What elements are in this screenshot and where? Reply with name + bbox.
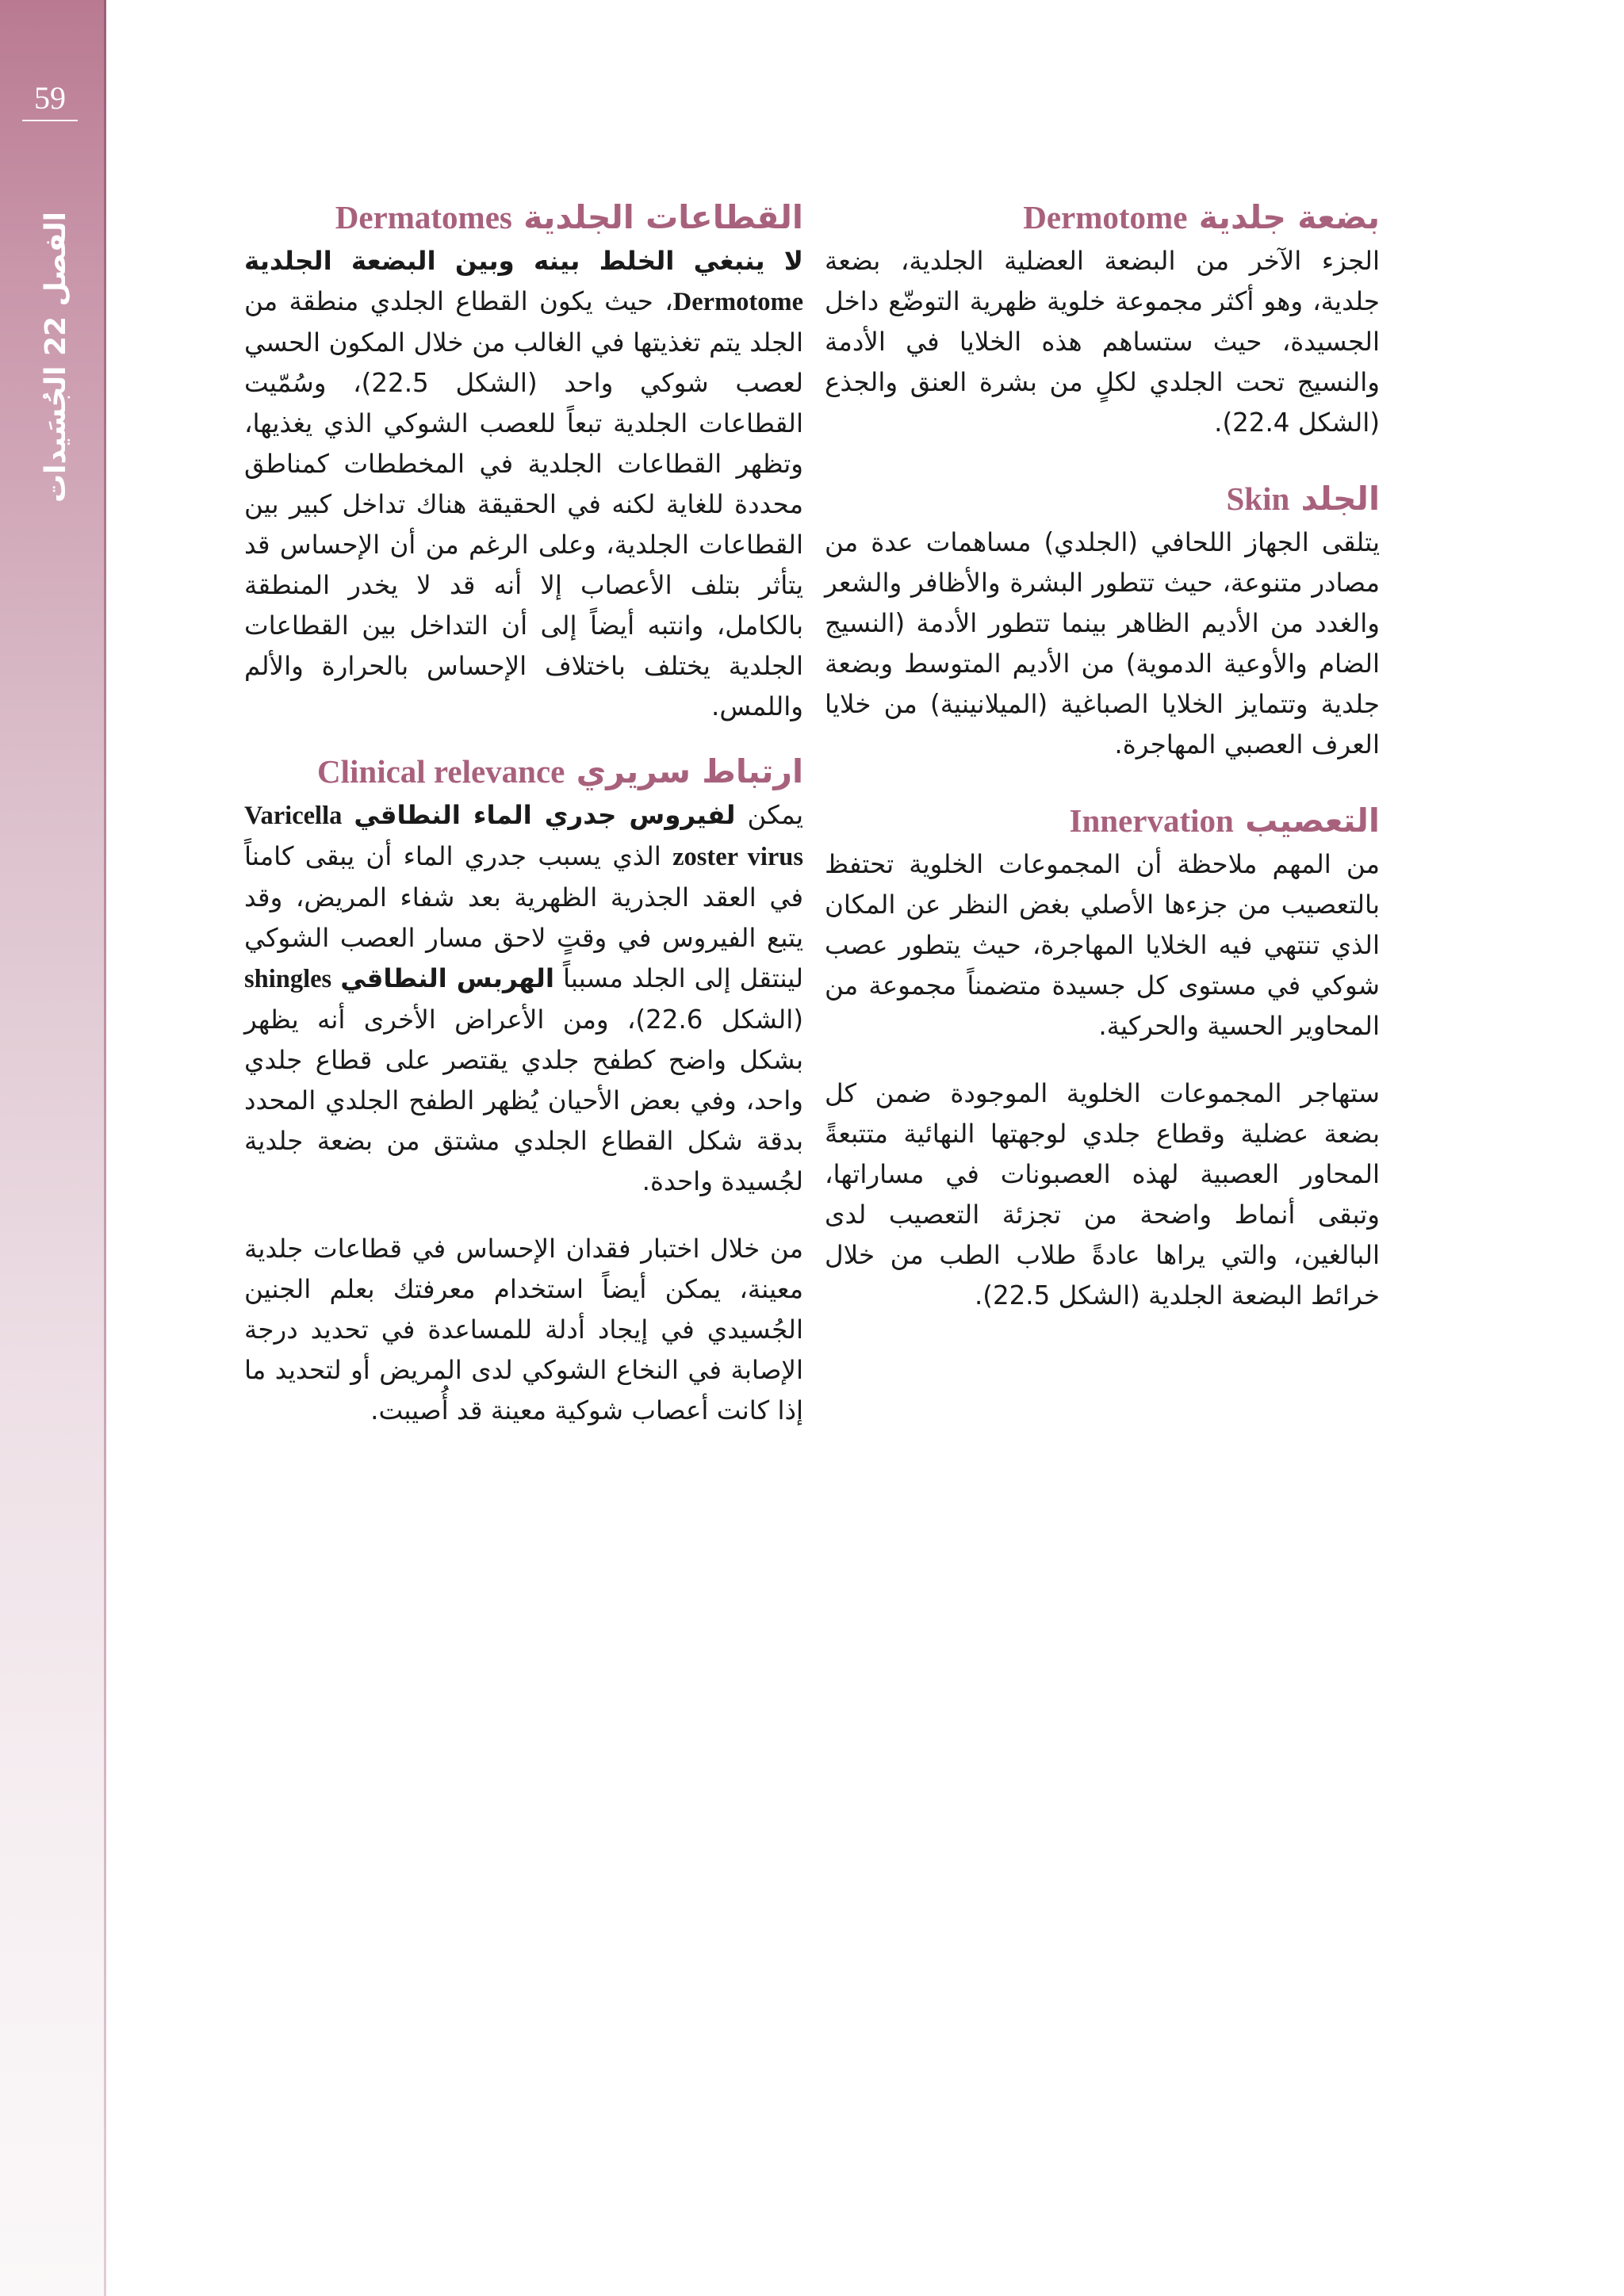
clinical-text-1: يمكن: [735, 800, 803, 830]
dermatomes-bold-lead: لا ينبغي الخلط بينه وبين البضعة الجلدية: [244, 246, 803, 276]
heading-innervation-en: Innervation: [1069, 802, 1234, 839]
clinical-paragraph-1: [244, 795, 803, 1202]
heading-dermatomes-ar: القطاعات الجلدية: [523, 198, 803, 236]
chapter-label: الفصل 22 الجُسَيدات: [40, 212, 72, 503]
sidebar-border: [104, 0, 106, 2296]
left-column: [244, 193, 803, 1431]
heading-dermatomes-en: Dermatomes: [335, 199, 512, 235]
skin-paragraph: يتلقى الجهاز اللحافي (الجلدي) مساهمات عدة من مصادر متنوعة، حيث تتطور البشرة والأظافر والشعر والغدد من الأديم الظاهر بينما تتطور الأدمة (النسيج الضام والأوعية الدموية) من الأديم المتوسط وبضعة جلدية وتتمايز الخلايا الصباغية (الميلانينية) من خلايا العرف العصبي المهاجرة.: [825, 527, 1380, 760]
clinical-text-3: (الشكل 22.6)، ومن الأعراض الأخرى أنه يظهر بشكل واضح كطفح جلدي يقتصر على قطاع جلدي واحد، وفي بعض الأحيان يُظهر الطفح الجلدي المحدد بدقة شكل القطاع الجلدي مشتق من بضعة جلدية لجُسيدة واحدة.: [244, 1004, 803, 1196]
clinical-paragraph-2: من خلال اختبار فقدان الإحساس في قطاعات جلدية معينة، يمكن أيضاً استخدام معرفتك بعلم الجنين الجُسيدي في إيجاد أدلة للمساعدة في تحديد درجة الإصابة في النخاع الشوكي لدى المريض أو لتحديد ما إذا كانت أعصاب شوكية معينة قد أُصيبت.: [244, 1234, 803, 1425]
clinical-text-2: الذي يسبب جدري الماء أن يبقى كامناً في العقد الجذرية الظهرية بعد شفاء المريض، وقد يتبع الفيروس في وقتٍ لاحق مسار العصب الشوكي لينتقل إلى الجلد مسبباً: [244, 841, 803, 993]
dermotome-term: Dermotome: [672, 288, 803, 316]
dermatomes-text: ، حيث يكون القطاع الجلدي منطقة من الجلد يتم تغذيتها في الغالب من خلال المكون الحسي لعصب شوكي واحد (الشكل 22.5)، وسُمّيت القطاعات الجلدية تبعاً للعصب الشوكي الذي يغذيها، وتظهر القطاعات الجلدية في المخططات كمناطق محددة للغاية لكنه في الحقيقة هناك تداخل كبير بين القطاعات الجلدية، وعلى الرغم من أن الإحساس قد يتأثر بتلف الأعصاب إلا أنه قد لا يخدر المنطقة بالكامل، وانتبه أيضاً إلى أن التداخل بين القطاعات الجلدية يختلف باختلاف الإحساس بالحرارة والألم واللمس.: [244, 286, 804, 721]
heading-clinical: [244, 748, 803, 795]
innervation-paragraph-1: من المهم ملاحظة أن المجموعات الخلوية تحتفظ بالتعصيب من جزءها الأصلي بغض النظر عن المكان الذي تنتهي فيه الخلايا المهاجرة، حيث يتطور عصب شوكي في مستوى كل جسيدة متضمناً مجموعة من المحاوير الحسية والحركية.: [825, 849, 1380, 1041]
heading-innervation: [825, 797, 1380, 844]
heading-dermotome-ar: بضعة جلدية: [1198, 198, 1380, 236]
heading-skin-en: Skin: [1226, 480, 1290, 517]
right-column: [825, 193, 1380, 1316]
innervation-paragraph-2: ستهاجر المجموعات الخلوية الموجودة ضمن كل بضعة عضلية وقطاع جلدي لوجهتها النهائية متتبعةً المحاور العصبية لهذه العصبونات في مساراتها، وتبقى أنماط واضحة من تجزئة التعصيب لدى البالغين، والتي يراها عادةً طلاب الطب من خلال خرائط البضعة الجلدية (الشكل 22.5).: [825, 1078, 1380, 1311]
heading-skin: [825, 475, 1380, 522]
heading-dermotome: [825, 193, 1380, 241]
heading-dermatomes: [244, 193, 803, 241]
dermatomes-paragraph: [244, 241, 803, 727]
heading-clinical-ar: ارتباط سريري: [576, 752, 803, 790]
heading-clinical-en: Clinical relevance: [317, 753, 565, 790]
heading-dermotome-en: Dermotome: [1023, 199, 1188, 235]
chapter-label-container: [16, 208, 103, 503]
dermotome-paragraph: الجزء الآخر من البضعة العضلية الجلدية، بضعة جلدية، وهو أكثر مجموعة خلوية ظهرية التوضّع داخل الجسيدة، حيث ستساهم هذه الخلايا في الأدمة والنسيج تحت الجلدي لكلٍ من بشرة العنق والجذع (الشكل 22.4).: [825, 246, 1380, 438]
heading-skin-ar: الجلد: [1300, 480, 1380, 518]
heading-innervation-ar: التعصيب: [1245, 802, 1380, 840]
clinical-latin-2: shingles: [244, 965, 332, 993]
clinical-bold-2: الهربس النطاقي: [340, 963, 554, 993]
clinical-latin-1: Varicella zoster virus: [244, 802, 803, 871]
page-number: 59: [22, 79, 78, 121]
clinical-bold-1: لفيروس جدري الماء النطاقي: [354, 800, 736, 830]
